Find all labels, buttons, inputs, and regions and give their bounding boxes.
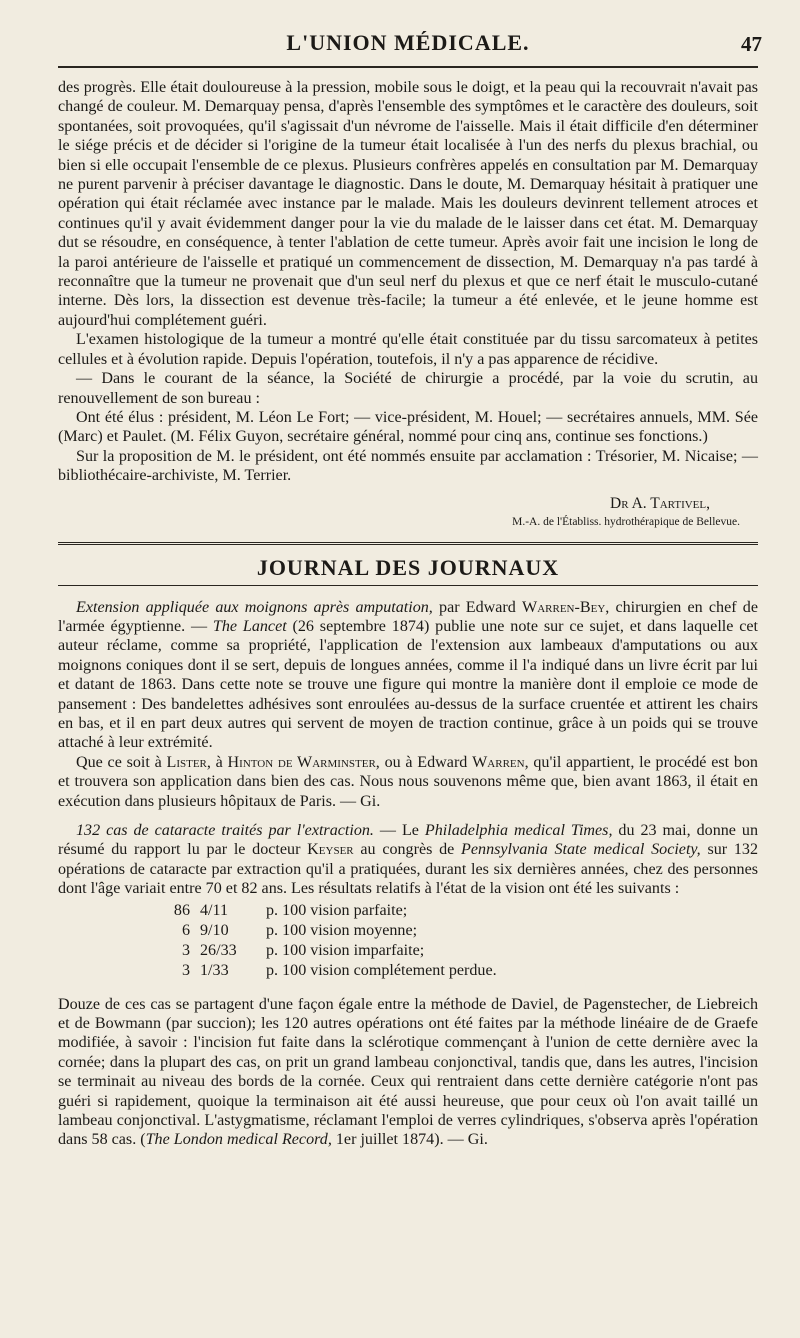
journal-title: L'UNION MÉDICALE.	[286, 30, 530, 55]
result-count: 3	[181, 961, 190, 979]
author-name: Warren-Bey,	[522, 598, 610, 616]
result-fraction: 4/11	[200, 901, 229, 919]
text-run: chirurgien en chef de l'armée égyptienne. —	[58, 598, 758, 635]
paragraph-case-report: des progrès. Elle était douloureuse à la pression, mobile sous le doigt, et la peau qui la recouvrait n'avait pas changé de couleur. M. Demarquay pensa, d'après l'ensemble des symptômes et le caractère des douleurs, soit spontanées, soit provoquées, qu'il s'agissait d'un névrome de l'aisselle. Mais il était difficile d'en déterminer le siége précis et de décider si l'origine de la tumeur était localisée à l'un des nerfs du plexus brachial, ou bien si elle occupait l'ensemble de ce plexus. Plusieurs confrères appelés en consultation par M. Demarquay ne purent parvenir à préciser davantage le diagnostic. Dans le doute, M. Demarquay hésitait à pratiquer une opération qui était réclamée avec instance par le malade. Mais les douleurs devinrent tellement atroces et continues qu'il y avait évidemment danger pour la vie du malade de le laisser dans cet état. M. Demarquay dut se résoudre, en conséquence, à tenter l'ablation de cette tumeur. Après avoir fait une incision le long de la paroi antérieure de l'aisselle et pratiqué un commencement de dissection, M. Demarquay n'a pas tardé à reconnaître que la tumeur ne provenait que d'un seul nerf du plexus et que ce nerf était le musculo-cutané interne. Dès lors, la dissection est devenue très-facile; la tumeur a été enlevée, et le jeune homme est aujourd'hui complétement guéri.	[58, 79, 758, 329]
article-cataract-methods	[58, 995, 758, 1150]
results-list	[58, 901, 758, 981]
running-head	[58, 30, 762, 64]
result-fraction: 9/10	[200, 921, 229, 939]
journal-name: Philadelphia medical Times,	[424, 822, 613, 839]
journal-name: The London medical Record,	[145, 1131, 332, 1149]
section-rule-bottom	[58, 585, 758, 586]
signature-name: Dr A. Tartivel,	[610, 494, 710, 512]
journal-name: The Lancet	[212, 617, 287, 635]
section-rule-top	[58, 542, 758, 547]
result-fraction: 1/33	[200, 961, 229, 979]
section-heading: JOURNAL DES JOURNAUX	[256, 554, 560, 580]
spacer	[58, 811, 758, 821]
text-run: Que ce soit à	[76, 753, 167, 771]
result-count: 86	[173, 901, 190, 919]
article-extension-comment	[58, 753, 758, 811]
author-name: Lister,	[166, 753, 211, 771]
society-name: Pennsylvania State medical Society,	[461, 841, 701, 859]
author-name: Warren,	[472, 753, 529, 771]
text-run: (26 septembre 1874) publie une note sur ce sujet, et dans laquelle cet auteur réclame, comme sa propriété, l'application de l'extension aux lambeaux d'amputations ou aux moignons coniques dont il se sert, depuis de longues années, comme il l'a indiqué dans un livre écrit par lui et datant de 1863. Dans cette note se trouve une figure qui montre la manière dont il emploie ce mode de pansement : Des bandelettes adhésives sont enroulées au-dessus de la surface cruentée et attirent les chairs en bas, et il en part deux autres qui servent de moyen de traction continue, grâce à un poids qui se trouve attaché à leur extrémité.	[58, 617, 758, 752]
text-run: par Edward	[432, 598, 523, 616]
spacer	[58, 985, 758, 995]
text-run: ou à Edward	[379, 753, 473, 771]
paragraph-election-results: Ont été élus : président, M. Léon Le Fort; — vice-président, M. Houel; — secrétaires annuels, MM. Sée (Marc) et Paulet. (M. Félix Guyon, secrétaire général, nommé pour cinq ans, continue ses fonctions.)	[58, 408, 758, 446]
page-number: 47	[741, 32, 762, 56]
result-count: 3	[181, 941, 190, 959]
results-row	[58, 901, 758, 921]
results-row	[58, 941, 758, 961]
author-name: Keyser	[307, 841, 354, 859]
text-run: 1er juillet 1874). — Gi.	[331, 1131, 488, 1149]
paragraph-histology: L'examen histologique de la tumeur a montré qu'elle était constituée par du tissu sarcomateux à petites cellules et à évolution rapide. Depuis l'opération, toutefois, il n'y a pas apparence de récidive.	[58, 331, 758, 368]
results-row	[58, 961, 758, 981]
result-text: p. 100 vision complétement perdue.	[266, 961, 497, 979]
text-run: au congrès de	[353, 841, 462, 859]
result-text: p. 100 vision moyenne;	[266, 921, 418, 939]
header-rule	[58, 66, 758, 68]
text-run: du 23 mai, donne un résumé du rapport lu par le docteur	[58, 822, 759, 859]
text-run: à	[210, 753, 228, 771]
paragraph-election-intro: — Dans le courant de la séance, la Société de chirurgie a procédé, par la voie du scrutin, au renouvellement de son bureau :	[58, 370, 758, 407]
article-title: 132 cas de cataracte traités par l'extraction.	[76, 822, 374, 839]
text-run: qu'il appartient, le procédé est bon et trouvera son application dans bien des cas. Nous nous souvenons même que, bien avant 1863, il était en exécution dans plusieurs hôpitaux de Paris. — Gi.	[58, 753, 758, 810]
author-signature	[58, 494, 758, 532]
result-text: p. 100 vision imparfaite;	[266, 941, 425, 959]
text-run: sur 132 opérations de cataracte par extraction qu'il a pratiquées, durant les six dernières années, chez des personnes dont l'âge variait entre 70 et 82 ans. Les résultats relatifs à l'état de la vision ont été les suivants :	[58, 841, 758, 898]
author-name: Hinton de Warminster,	[227, 753, 380, 771]
result-count: 6	[181, 921, 190, 939]
paragraph-acclamation: Sur la proposition de M. le président, ont été nommés ensuite par acclamation : Trésorier, M. Nicaise; — bibliothécaire-archiviste, M. Terrier.	[58, 447, 758, 485]
result-text: p. 100 vision parfaite;	[266, 901, 408, 919]
result-fraction: 26/33	[200, 941, 237, 959]
results-row	[58, 921, 758, 941]
article-title: Extension appliquée aux moignons après amputation,	[76, 598, 433, 616]
text-run: — Le	[373, 822, 425, 839]
article-cataract-paragraph	[58, 821, 758, 899]
signature-affiliation: M.-A. de l'Établiss. hydrothérapique de Bellevue.	[512, 515, 740, 528]
text-run: Douze de ces cas se partagent d'une façon égale entre la méthode de Daviel, de Pagenstecher, de Liebreich et de Bowmann (par succion); les 120 autres opérations ont été faites par la méthode linéaire de de Graefe modifiée, à savoir : l'incision fut faite dans la sclérotique commençant à l'union de cette dernière avec la cornée; dans la plupart des cas, on prit un grand lambeau conjonctival, tandis que, dans les autres, l'incision se terminait au niveau des bords de la cornée. Ceux qui rentraient dans cette dernière catégorie n'ont pas guéri si rapidement, quoique la terminaison ait été aussi heureuse, que pour ceux où l'on avait taillé un lambeau conjonctival. L'astygmatisme, réclamant l'emploi de verres cylindriques, s'observa après l'opération dans 58 cas. (	[58, 995, 758, 1149]
article-extension-paragraph	[58, 598, 758, 753]
